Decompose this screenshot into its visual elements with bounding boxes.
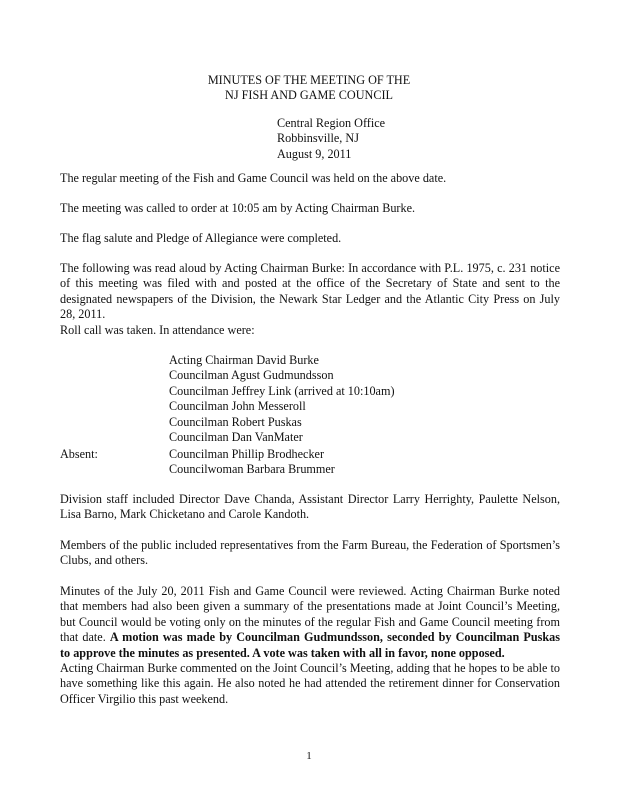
location-city: Robbinsville, NJ: [277, 131, 359, 146]
meeting-location: [277, 116, 385, 162]
list-item: Acting Chairman David Burke: [169, 353, 319, 367]
paragraph-staff: Division staff included Director Dave Chanda, Assistant Director Larry Herrighty, Paulette Nelson, Lisa Barno, Mark Chicketano and Carole Kandoth.: [60, 492, 560, 522]
list-item: Councilman Dan VanMater: [169, 430, 303, 445]
list-item: Councilman Robert Puskas: [169, 414, 302, 429]
title-line-2: NJ FISH AND GAME COUNCIL: [225, 88, 393, 102]
paragraph-roll-call: Roll call was taken. In attendance were:: [60, 323, 255, 337]
list-item: Councilman Agust Gudmundsson: [169, 368, 334, 383]
paragraph-regular-meeting: The regular meeting of the Fish and Game Council was held on the above date.: [60, 171, 447, 185]
absent-label: Absent:: [60, 447, 98, 461]
paragraph-minutes: [60, 584, 560, 661]
paragraph-call-to-order: The meeting was called to order at 10:05 am by Acting Chairman Burke.: [60, 201, 416, 215]
absent-list: [169, 447, 335, 478]
paragraph-public: Members of the public included representatives from the Farm Bureau, the Federation of Sportsmen’s Clubs, and others.: [60, 538, 560, 568]
location-office: Central Region Office: [277, 116, 386, 130]
document-title: [0, 73, 618, 103]
paragraph-notice: The following was read aloud by Acting Chairman Burke: In accordance with P.L. 1975, c. 231 notice of this meeting was filed with and posted at the office of the Secretary of State and sent to the designated newspapers of the Division, the Newark Star Ledger and the Atlantic City Press on July 28, 2011.: [60, 261, 560, 322]
list-item: Councilman Jeffrey Link (arrived at 10:10am): [169, 383, 395, 398]
paragraph-closing: Acting Chairman Burke commented on the Joint Council’s Meeting, adding that he hopes to be able to have something like this again. He also noted he had attended the retirement dinner for Conservation Officer Virgilio this past weekend.: [60, 661, 560, 706]
list-item: Councilman Phillip Brodhecker: [169, 447, 325, 461]
page-number: 1: [306, 750, 312, 762]
list-item: Councilwoman Barbara Brummer: [169, 462, 335, 477]
attendance-list: [169, 353, 395, 445]
title-line-1: MINUTES OF THE MEETING OF THE: [207, 73, 411, 87]
paragraph-flag-salute: The flag salute and Pledge of Allegiance were completed.: [60, 231, 342, 245]
minutes-text: Minutes of the July 20, 2011 Fish and Game Council were reviewed. Acting Chairman Burke noted that members had also been given a summary of the presentations made at Joint Council’s Meeting, but Council would be voting only on the minutes of the regular Fish and Game Council meeting from that date.: [60, 584, 560, 645]
motion-text: A motion was made by Councilman Gudmundsson, seconded by Councilman Puskas to approve the minutes as presented. A vote was taken with all in favor, none opposed.: [60, 630, 561, 660]
list-item: Councilman John Messeroll: [169, 399, 306, 414]
meeting-date: August 9, 2011: [277, 146, 352, 161]
